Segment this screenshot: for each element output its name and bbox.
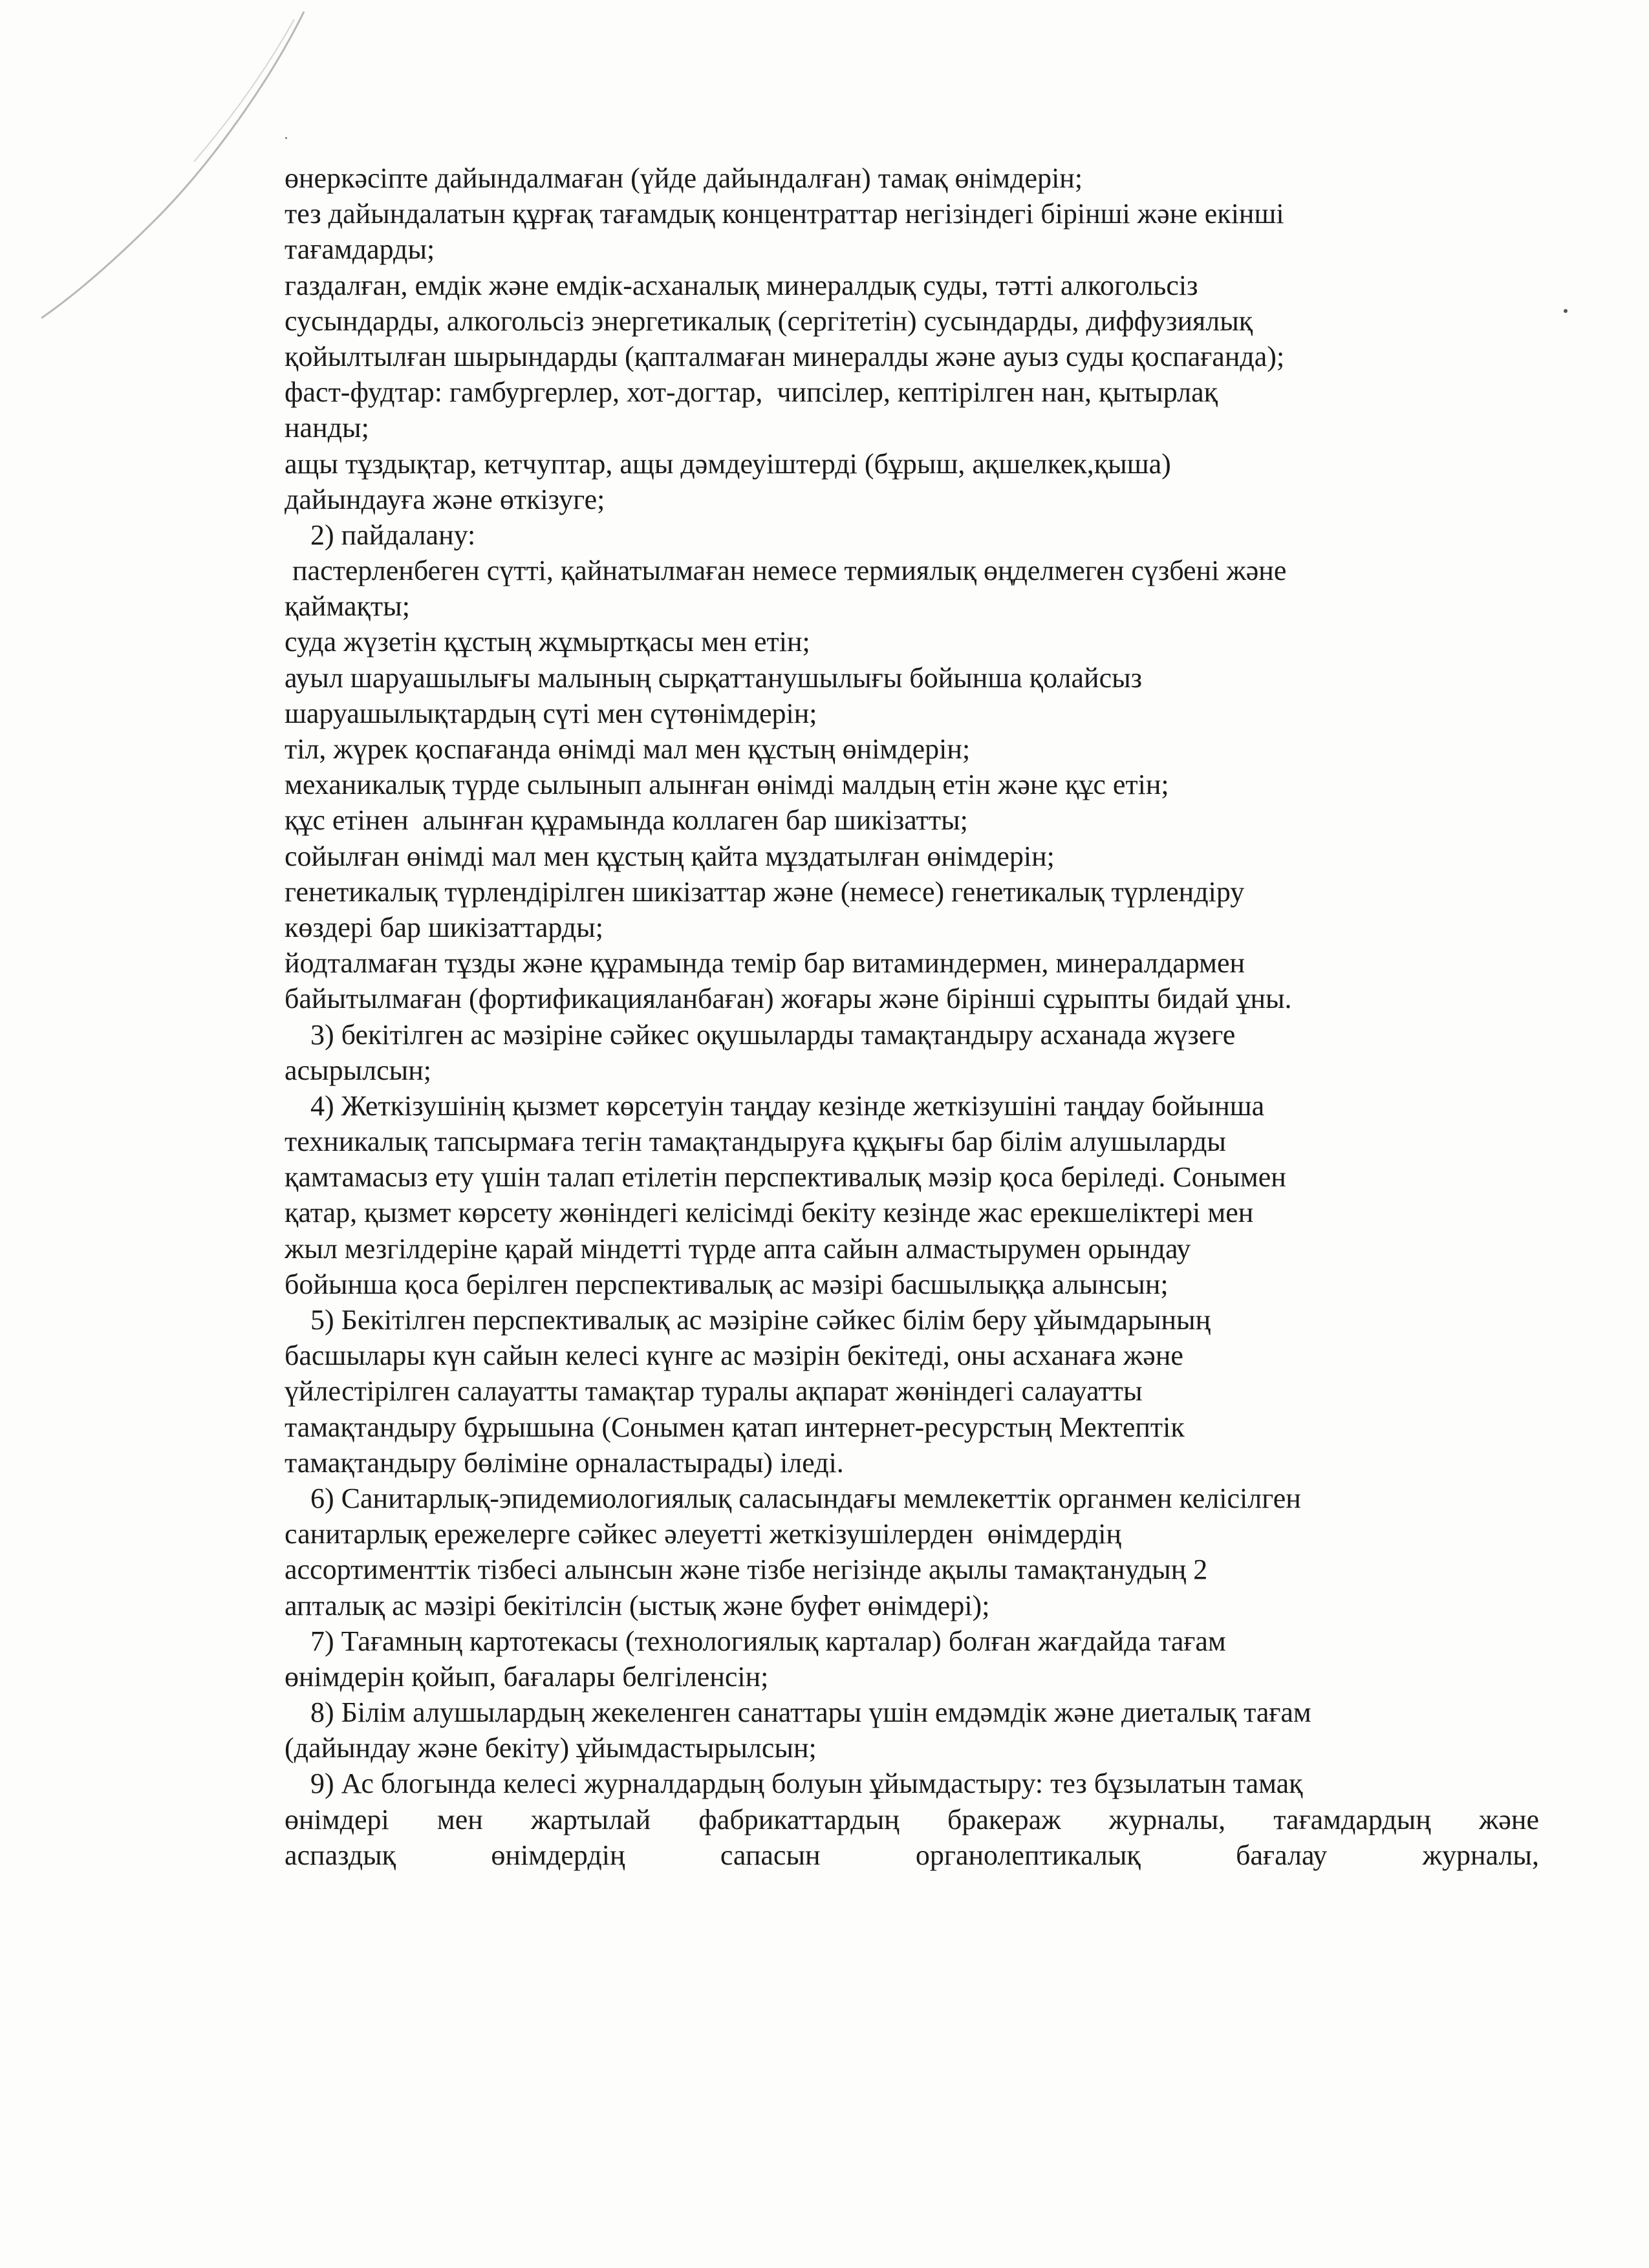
text-line: ащы тұздықтар, кетчуптар, ащы дәмдеуіштерді (бұрыш, ақшелкек,қыша) [285,447,1171,480]
text-line: сойылған өнімді мал мен құстың қайта мұздатылған өнімдерін; [285,840,1055,872]
text-line: газдалған, емдік және емдік-асханалық минералдық суды, тәтті алкогольсіз [285,269,1198,301]
text-line: қойылтылған шырындарды (қапталмаған минералды және ауыз суды қоспағанда); [285,340,1285,372]
scan-speck [1564,309,1568,313]
text-line: (дайындау және бекіту) ұйымдастырылсын; [285,1732,817,1764]
text-line: сусындарды, алкогольсіз энергетикалық (сергітетін) сусындарды, диффузиялық [285,305,1253,337]
text-line: механикалық түрде сылынып алынған өнімді малдың етін және құс етін; [285,769,1169,801]
text-line: тіл, жүрек қоспағанда өнімді мал мен құстың өнімдерін; [285,733,971,765]
text-line: жыл мезгілдеріне қарай міндетті түрде апта сайын алмастырумен орындау [285,1232,1191,1265]
text-line: қаймақты; [285,590,410,623]
text-line: йодталмаған тұзды және құрамында темір бар витаминдермен, минералдармен [285,947,1245,979]
text-line: апталық ас мәзірі бекітілсін (ыстық және буфет өнімдері); [285,1589,990,1621]
text-line: ассортименттік тізбесі алынсын және тізбе негізінде ақылы тамақтанудың 2 [285,1554,1208,1586]
text-line: пастерленбеген сүтті, қайнатылмаған немесе термиялық өңделмеген сүзбені және [292,555,1287,587]
numbered-item: 4) Жеткізушінің қызмет көрсетуін таңдау кезінде жеткізушіні таңдау бойынша [310,1089,1265,1122]
scan-dot [285,137,287,139]
text-line: суда жүзетін құстың жұмыртқасы мен етін; [285,626,810,658]
text-line: нанды; [285,412,369,444]
text-line: басшылары күн сайын келесі күнге ас мәзірін бекітеді, оны асханаға және [285,1340,1183,1372]
numbered-item: 3) бекітілген ас мәзіріне сәйкес оқушыларды тамақтандыру асханада жүзеге [310,1018,1236,1051]
text-line: өнеркәсіпте дайындалмаған (үйде дайындалған) тамақ өнімдерін; [285,162,1083,194]
text-line: фаст-фудтар: гамбургерлер, хот-догтар, чипсілер, кептірілген нан, қытырлақ [285,376,1218,409]
text-line: қатар, қызмет көрсету жөніндегі келісімді бекіту кезінде жас ерекшеліктері мен [285,1197,1254,1229]
text-line: өнімдерін қойып, бағалары белгіленсін; [285,1660,769,1693]
text-line: техникалық тапсырмаға тегін тамақтандыруға құқығы бар білім алушыларды [285,1126,1226,1158]
numbered-item: 9) Ас блогында келесі журналдардың болуын ұйымдастыру: тез бұзылатын тамақ [310,1768,1303,1800]
text-line: дайындауға және өткізуге; [285,483,605,515]
text-line: қамтамасыз ету үшін талап етілетін перспективалық мәзір қоса беріледі. Сонымен [285,1161,1286,1193]
numbered-item: 7) Тағамның картотекасы (технологиялық карталар) болған жағдайда тағам [310,1625,1226,1657]
text-line: санитарлық ережелерге сәйкес әлеуетті жеткізушілерден өнімдердің [285,1518,1122,1550]
text-line: тамақтандыру бөліміне орналастырады) іледі. [285,1446,844,1479]
text-line: байытылмаған (фортификацияланбаған) жоғары және бірінші сұрыпты бидай ұны. [285,983,1292,1015]
text-line: тамақтандыру бұрышына (Сонымен қатап интернет-ресурстың Мектептік [285,1411,1185,1443]
text-line: тағамдарды; [285,233,435,266]
section-heading: 2) пайдалану: [310,519,476,551]
text-line: тез дайындалатын құрғақ тағамдық концентраттар негізіндегі бірінші және екінші [285,198,1284,230]
text-line: көздері бар шикізаттарды; [285,911,603,943]
text-line: өнімдері мен жартылай фабрикаттардың бракераж журналы, тағамдардың және [285,1803,1539,1835]
text-line: құс етінен алынған құрамында коллаген бар шикізатты; [285,804,968,837]
numbered-item: 8) Білім алушылардың жекеленген санаттары үшін емдәмдік және диеталық тағам [310,1696,1311,1729]
text-line: үйлестірілген салауатты тамақтар туралы ақпарат жөніндегі салауатты [285,1375,1143,1407]
text-line: асырылсын; [285,1054,432,1086]
document-body [285,160,1539,1873]
text-line: аспаздық өнімдердің сапасын органолептикалық бағалау журналы, [285,1839,1539,1871]
text-line: генетикалық түрлендірілген шикізаттар және (немесе) генетикалық түрлендіру [285,875,1245,908]
numbered-item: 5) Бекітілген перспективалық ас мәзіріне сәйкес білім беру ұйымдарының [310,1304,1211,1336]
text-line: ауыл шаруашылығы малының сырқаттанушылығы бойынша қолайсыз [285,661,1143,694]
numbered-item: 6) Санитарлық-эпидемиологиялық саласындағы мемлекеттік органмен келісілген [310,1482,1301,1514]
text-line: шаруашылықтардың сүті мен сүтөнімдерін; [285,697,817,729]
text-line: бойынша қоса берілген перспективалық ас мәзірі басшылыққа алынсын; [285,1268,1169,1300]
